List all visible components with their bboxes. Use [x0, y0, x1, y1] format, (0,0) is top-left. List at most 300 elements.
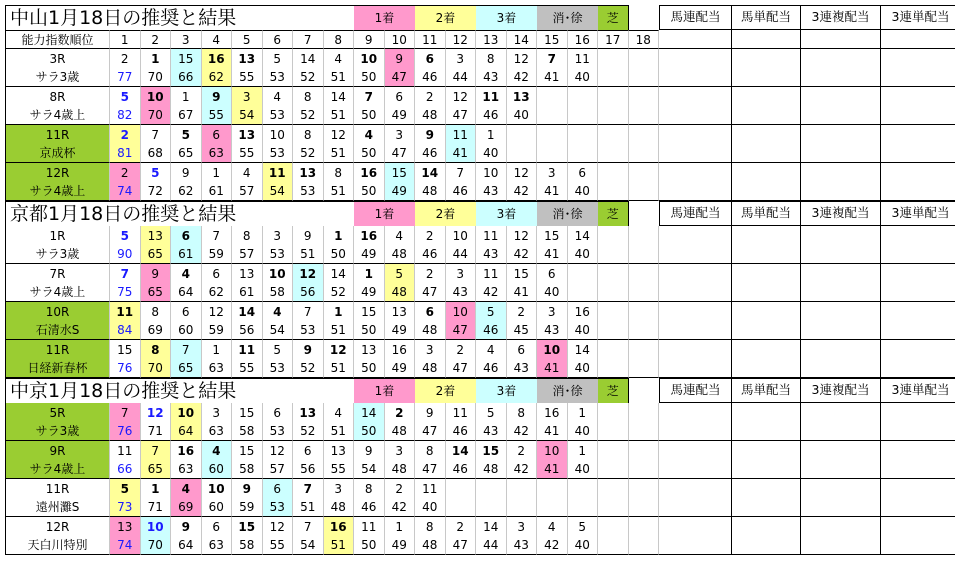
ability-index: 48	[385, 283, 416, 302]
horse-number: 9	[354, 441, 385, 460]
race-number: 12R	[5, 163, 110, 182]
ability-index: 55	[324, 460, 355, 479]
ability-index: 51	[324, 422, 355, 441]
ability-index: 68	[141, 144, 172, 163]
empty-cell	[629, 245, 660, 264]
payout-cell	[801, 30, 881, 49]
payout-cell	[801, 340, 881, 378]
empty-cell	[598, 460, 629, 479]
payout-cell	[732, 226, 801, 264]
horse-number: 15	[232, 517, 263, 536]
payout-header: 馬連配当	[659, 201, 732, 226]
empty-cell	[629, 283, 660, 302]
horse-number: 16	[202, 49, 233, 68]
payout-cell	[801, 264, 881, 302]
ability-index: 40	[568, 68, 599, 87]
ability-index: 48	[415, 536, 446, 555]
payout-cell	[801, 163, 881, 201]
horse-number: 15	[110, 340, 141, 359]
horse-number: 12	[293, 264, 324, 283]
section-title: 中京1月18日の推奨と結果	[5, 378, 385, 403]
ability-index: 55	[232, 144, 263, 163]
race-number: 11R	[5, 340, 110, 359]
payout-header: 馬単配当	[732, 378, 801, 403]
horse-number: 10	[537, 340, 568, 359]
horse-number: 1	[202, 163, 233, 182]
rank-header: 4	[202, 30, 233, 49]
empty-cell	[537, 125, 568, 144]
ability-index: 58	[232, 536, 263, 555]
horse-number: 7	[293, 479, 324, 498]
empty-cell	[537, 106, 568, 125]
horse-number: 5	[568, 517, 599, 536]
rank-header: 1	[110, 30, 141, 49]
legend-second: 2着	[415, 378, 476, 403]
empty-cell	[598, 49, 629, 68]
ability-index: 52	[293, 144, 324, 163]
horse-number: 10	[446, 302, 477, 321]
ability-index: 52	[324, 283, 355, 302]
ability-index: 55	[232, 359, 263, 378]
horse-number: 7	[171, 340, 202, 359]
ability-index: 69	[171, 498, 202, 517]
ability-index: 65	[171, 144, 202, 163]
horse-number: 9	[415, 125, 446, 144]
horse-number: 10	[263, 264, 294, 283]
horse-number: 5	[263, 340, 294, 359]
horse-number: 11	[568, 49, 599, 68]
rank-header: 9	[354, 30, 385, 49]
payout-header: 3連複配当	[801, 5, 881, 30]
race-name: 遠州灘S	[5, 498, 110, 517]
horse-number: 1	[354, 264, 385, 283]
ability-index: 47	[415, 283, 446, 302]
payout-cell	[881, 49, 955, 87]
ability-index: 43	[507, 359, 538, 378]
ability-index: 56	[293, 460, 324, 479]
payout-cell	[801, 517, 881, 555]
ability-index: 47	[415, 460, 446, 479]
ability-index: 43	[476, 182, 507, 201]
ability-index: 65	[141, 283, 172, 302]
rank-header: 17	[598, 30, 629, 49]
horse-number: 16	[171, 441, 202, 460]
ability-index: 82	[110, 106, 141, 125]
ability-index: 75	[110, 283, 141, 302]
horse-number: 1	[202, 340, 233, 359]
horse-number: 2	[415, 87, 446, 106]
horse-number: 12	[507, 49, 538, 68]
empty-cell	[598, 182, 629, 201]
ability-index: 40	[568, 359, 599, 378]
ability-index: 59	[202, 321, 233, 340]
horse-number: 4	[263, 302, 294, 321]
ability-index: 52	[293, 422, 324, 441]
ability-index: 76	[110, 359, 141, 378]
horse-number: 3	[263, 226, 294, 245]
horse-number: 11	[446, 403, 477, 422]
horse-number: 2	[415, 264, 446, 283]
horse-number: 7	[446, 163, 477, 182]
horse-number: 10	[141, 517, 172, 536]
payout-cell	[732, 340, 801, 378]
horse-number: 3	[507, 517, 538, 536]
ability-index: 71	[141, 498, 172, 517]
horse-number: 12	[263, 517, 294, 536]
ability-index: 41	[537, 422, 568, 441]
empty-cell	[629, 125, 660, 144]
horse-number: 1	[568, 403, 599, 422]
horse-number: 6	[202, 264, 233, 283]
ability-index: 47	[415, 422, 446, 441]
legend-second: 2着	[415, 5, 476, 30]
ability-index: 41	[537, 359, 568, 378]
empty-cell	[598, 321, 629, 340]
ability-index: 46	[415, 245, 446, 264]
ability-index: 58	[263, 283, 294, 302]
ability-index: 60	[202, 498, 233, 517]
empty-cell	[629, 422, 660, 441]
horse-number: 3	[537, 163, 568, 182]
horse-number: 13	[110, 517, 141, 536]
legend-first: 1着	[354, 378, 415, 403]
horse-number: 14	[324, 87, 355, 106]
payout-cell	[881, 226, 955, 264]
ability-index: 46	[446, 460, 477, 479]
payout-header: 馬単配当	[732, 5, 801, 30]
ability-index: 40	[476, 144, 507, 163]
horse-number: 12	[141, 403, 172, 422]
payout-cell	[659, 340, 732, 378]
ability-index: 47	[385, 68, 416, 87]
ability-index: 67	[171, 106, 202, 125]
ability-index: 66	[171, 68, 202, 87]
ability-index: 53	[293, 182, 324, 201]
horse-number: 4	[385, 226, 416, 245]
ability-index: 65	[141, 245, 172, 264]
horse-number: 4	[537, 517, 568, 536]
horse-number: 15	[354, 302, 385, 321]
horse-number: 13	[232, 49, 263, 68]
horse-number: 11	[415, 479, 446, 498]
ability-index: 61	[232, 283, 263, 302]
ability-index: 63	[171, 460, 202, 479]
horse-number: 8	[507, 403, 538, 422]
ability-index: 58	[232, 422, 263, 441]
ability-index: 51	[324, 359, 355, 378]
horse-number: 8	[354, 479, 385, 498]
horse-number: 1	[324, 302, 355, 321]
empty-cell	[629, 321, 660, 340]
legend-third: 3着	[476, 378, 537, 403]
ability-index: 59	[202, 245, 233, 264]
ability-index: 53	[263, 245, 294, 264]
rank-header: 11	[415, 30, 446, 49]
ability-index: 47	[446, 106, 477, 125]
ability-index: 49	[385, 182, 416, 201]
horse-number: 10	[537, 441, 568, 460]
payout-header: 3連単配当	[881, 201, 955, 226]
payout-header: 3連複配当	[801, 201, 881, 226]
ability-index: 44	[446, 245, 477, 264]
race-number: 12R	[5, 517, 110, 536]
empty-cell	[568, 106, 599, 125]
ability-index: 66	[110, 460, 141, 479]
horse-number: 5	[476, 302, 507, 321]
legend-first: 1着	[354, 5, 415, 30]
ability-index: 64	[171, 283, 202, 302]
ability-index: 63	[202, 359, 233, 378]
ability-index: 57	[232, 245, 263, 264]
ability-index: 50	[354, 106, 385, 125]
horse-number: 7	[110, 403, 141, 422]
horse-number: 11	[110, 441, 141, 460]
empty-cell	[476, 498, 507, 517]
horse-number: 3	[324, 479, 355, 498]
ability-index: 43	[476, 422, 507, 441]
ability-index: 45	[507, 321, 538, 340]
empty-cell	[598, 498, 629, 517]
payout-cell	[659, 517, 732, 555]
payout-cell	[659, 479, 732, 517]
ability-index: 63	[202, 422, 233, 441]
horse-number: 9	[385, 49, 416, 68]
rank-header: 15	[537, 30, 568, 49]
payout-cell	[881, 163, 955, 201]
ability-index: 46	[354, 498, 385, 517]
ability-index: 50	[354, 68, 385, 87]
horse-number: 15	[171, 49, 202, 68]
horse-number: 4	[324, 49, 355, 68]
empty-cell	[598, 302, 629, 321]
empty-cell	[598, 403, 629, 422]
horse-number: 10	[446, 226, 477, 245]
ability-index: 76	[110, 422, 141, 441]
ability-index: 61	[171, 245, 202, 264]
legend-scratch: 消･徐	[537, 5, 598, 30]
payout-cell	[732, 479, 801, 517]
horse-number: 6	[385, 87, 416, 106]
empty-cell	[598, 283, 629, 302]
horse-number: 7	[293, 302, 324, 321]
ability-index: 70	[141, 68, 172, 87]
horse-number: 5	[263, 49, 294, 68]
horse-number: 2	[110, 163, 141, 182]
ability-index: 90	[110, 245, 141, 264]
payout-cell	[659, 163, 732, 201]
rank-header: 6	[263, 30, 294, 49]
ability-index: 43	[476, 68, 507, 87]
horse-number: 6	[263, 403, 294, 422]
horse-number: 3	[415, 340, 446, 359]
horse-number: 15	[232, 403, 263, 422]
horse-number: 10	[141, 87, 172, 106]
race-name: サラ3歳	[5, 68, 110, 87]
horse-number: 1	[385, 517, 416, 536]
legend-third: 3着	[476, 5, 537, 30]
horse-number: 13	[293, 163, 324, 182]
ability-index: 70	[141, 359, 172, 378]
payout-header: 3連複配当	[801, 378, 881, 403]
ability-index: 46	[476, 106, 507, 125]
horse-number: 3	[385, 441, 416, 460]
race-name: サラ4歳上	[5, 283, 110, 302]
payout-cell	[732, 264, 801, 302]
ability-index: 52	[293, 106, 324, 125]
horse-number: 11	[354, 517, 385, 536]
empty-cell	[446, 498, 477, 517]
payout-cell	[732, 30, 801, 49]
empty-cell	[629, 182, 660, 201]
horse-number: 8	[141, 340, 172, 359]
ability-index: 74	[110, 182, 141, 201]
ability-index: 53	[263, 422, 294, 441]
ability-index: 41	[446, 144, 477, 163]
payout-cell	[801, 49, 881, 87]
race-name: サラ3歳	[5, 422, 110, 441]
empty-cell	[629, 87, 660, 106]
empty-cell	[537, 498, 568, 517]
horse-number: 14	[232, 302, 263, 321]
empty-cell	[629, 106, 660, 125]
empty-cell	[629, 536, 660, 555]
empty-cell	[537, 87, 568, 106]
empty-cell	[629, 226, 660, 245]
empty-cell	[568, 87, 599, 106]
ability-index: 51	[293, 498, 324, 517]
rank-header: 12	[446, 30, 477, 49]
ability-index: 41	[537, 182, 568, 201]
horse-number: 14	[446, 441, 477, 460]
horse-number: 3	[202, 403, 233, 422]
horse-number: 2	[415, 226, 446, 245]
ability-index: 70	[141, 536, 172, 555]
ability-index: 40	[568, 321, 599, 340]
horse-number: 6	[507, 340, 538, 359]
empty-cell	[629, 359, 660, 378]
ability-index: 54	[263, 182, 294, 201]
legend-turf: 芝	[598, 201, 629, 226]
horse-number: 8	[415, 517, 446, 536]
payout-cell	[659, 226, 732, 264]
legend-third: 3着	[476, 201, 537, 226]
horse-number: 9	[141, 264, 172, 283]
ability-index: 42	[507, 422, 538, 441]
empty-cell	[568, 283, 599, 302]
horse-number: 14	[568, 340, 599, 359]
horse-number: 3	[446, 49, 477, 68]
ability-index: 77	[110, 68, 141, 87]
section-title: 京都1月18日の推奨と結果	[5, 201, 385, 226]
horse-number: 6	[171, 226, 202, 245]
ability-index: 60	[171, 321, 202, 340]
ability-index: 49	[385, 106, 416, 125]
horse-number: 10	[202, 479, 233, 498]
horse-number: 13	[385, 302, 416, 321]
race-name: 天白川特別	[5, 536, 110, 555]
ability-index: 56	[293, 283, 324, 302]
ability-index: 69	[141, 321, 172, 340]
rank-header: 13	[476, 30, 507, 49]
race-name: 日経新春杯	[5, 359, 110, 378]
horse-number: 8	[476, 49, 507, 68]
ability-index: 48	[476, 460, 507, 479]
empty-cell	[629, 144, 660, 163]
ability-index: 48	[385, 422, 416, 441]
ability-index: 50	[324, 245, 355, 264]
empty-cell	[598, 479, 629, 498]
empty-cell	[598, 264, 629, 283]
horse-number: 16	[354, 163, 385, 182]
ability-index: 40	[568, 536, 599, 555]
ability-index: 42	[507, 182, 538, 201]
horse-number: 1	[141, 49, 172, 68]
ability-index: 44	[476, 536, 507, 555]
ability-index: 40	[415, 498, 446, 517]
ability-index: 40	[568, 182, 599, 201]
rank-header: 7	[293, 30, 324, 49]
empty-cell	[598, 125, 629, 144]
ability-index: 61	[202, 182, 233, 201]
race-name: サラ4歳上	[5, 182, 110, 201]
horse-number: 2	[446, 340, 477, 359]
ability-index: 53	[263, 359, 294, 378]
horse-number: 3	[446, 264, 477, 283]
horse-number: 4	[354, 125, 385, 144]
empty-cell	[598, 340, 629, 359]
ability-index: 47	[446, 359, 477, 378]
horse-number: 14	[293, 49, 324, 68]
ability-index: 74	[110, 536, 141, 555]
empty-cell	[598, 87, 629, 106]
ability-index: 50	[354, 359, 385, 378]
ability-index: 42	[476, 283, 507, 302]
payout-cell	[801, 226, 881, 264]
payout-cell	[732, 517, 801, 555]
empty-cell	[629, 68, 660, 87]
ability-index: 48	[415, 359, 446, 378]
ability-index: 64	[171, 536, 202, 555]
horse-number: 5	[476, 403, 507, 422]
payout-header: 3連単配当	[881, 5, 955, 30]
horse-number: 11	[476, 264, 507, 283]
ability-index: 65	[171, 359, 202, 378]
horse-number: 5	[141, 163, 172, 182]
payout-cell	[659, 125, 732, 163]
payout-header: 3連単配当	[881, 378, 955, 403]
horse-number: 13	[354, 340, 385, 359]
payout-cell	[881, 403, 955, 441]
horse-number: 14	[324, 264, 355, 283]
ability-index: 48	[415, 106, 446, 125]
payout-cell	[881, 441, 955, 479]
ability-index: 51	[324, 536, 355, 555]
horse-number: 4	[171, 264, 202, 283]
rank-header: 14	[507, 30, 538, 49]
empty-cell	[568, 125, 599, 144]
empty-cell	[629, 460, 660, 479]
ability-index: 40	[568, 245, 599, 264]
rank-header: 18	[629, 30, 660, 49]
race-name: 京成杯	[5, 144, 110, 163]
horse-number: 16	[385, 340, 416, 359]
payout-cell	[732, 302, 801, 340]
horse-number: 1	[171, 87, 202, 106]
payout-cell	[732, 441, 801, 479]
empty-cell	[598, 68, 629, 87]
horse-number: 6	[537, 264, 568, 283]
horse-number: 15	[537, 226, 568, 245]
